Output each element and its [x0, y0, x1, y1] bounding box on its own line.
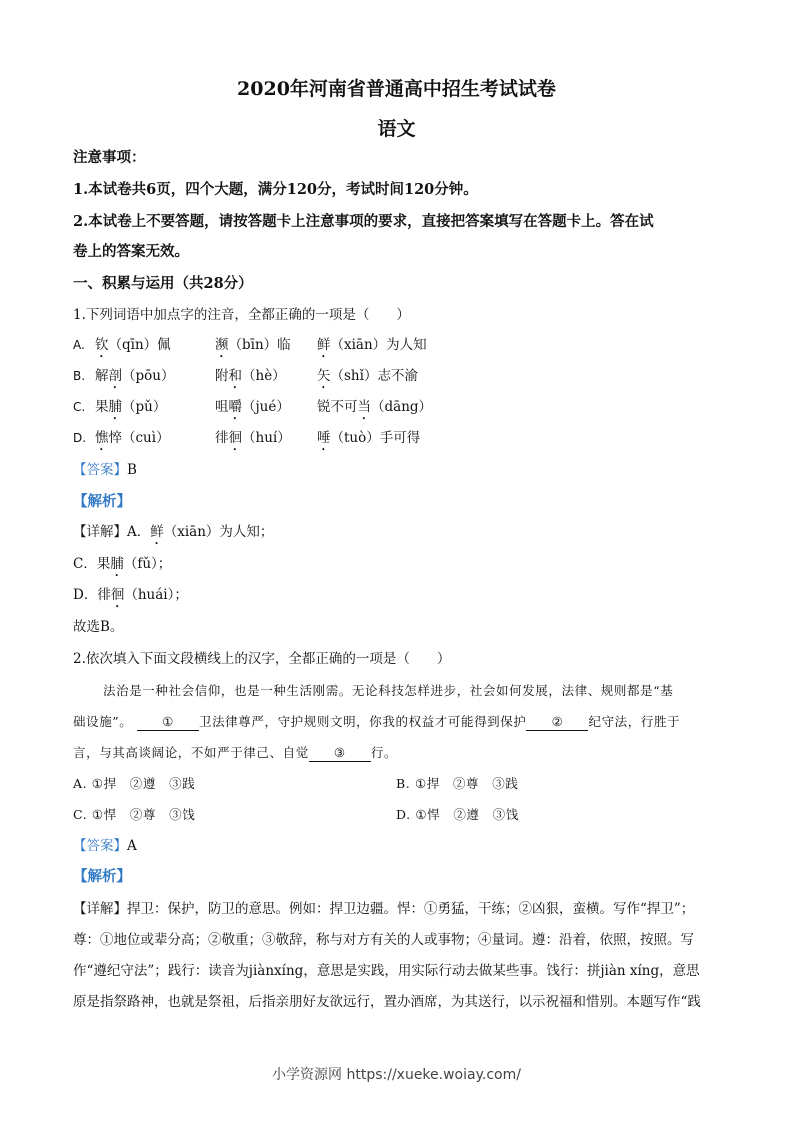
detail-text: C．果: [73, 556, 111, 572]
option-label: A.: [73, 776, 88, 791]
option-d: [396, 805, 519, 825]
option-a: [73, 335, 427, 355]
blank-2: ②: [526, 714, 588, 731]
option-text: （bīn）临: [228, 337, 291, 353]
page-title: 2020年河南省普通高中招生考试试卷: [237, 78, 556, 100]
passage-text: 行。: [370, 745, 398, 760]
detail-text: （huái）；: [124, 587, 188, 603]
option-label: D.: [396, 807, 411, 822]
option-label: D.: [73, 431, 87, 445]
option-item: [215, 335, 291, 361]
option-text: 附: [215, 368, 229, 384]
dotted-char: 徊: [228, 430, 242, 446]
passage-text: 言，与其高谈阔论，不如严于律己、自觉: [73, 745, 309, 760]
answer-label: 【答案】: [73, 462, 127, 478]
dotted-char: 濒: [215, 337, 229, 353]
detail-line: [73, 554, 171, 580]
option-text: 悴（cuì）: [108, 430, 170, 446]
dotted-char: 鲜: [317, 337, 331, 353]
passage-line: 法治是一种社会信仰，也是一种生活刚需。无论科技怎样进步，社会如何发展，法律、规则都是“基: [103, 683, 674, 698]
detail-text: （fǔ）；: [123, 556, 172, 572]
option-a: [73, 774, 195, 794]
option-item: [95, 335, 171, 361]
option-text: 锐不可: [317, 399, 358, 415]
blank-3: ③: [309, 745, 371, 762]
passage-line: [73, 743, 397, 763]
passage-text: 卫法律尊严，守护规则文明，你我的权益才可能得到保护: [198, 714, 527, 729]
detail-line: 【详解】捍卫：保护，防卫的意思。例如：捍卫边疆。悍：①勇猛，干练；②凶狠，蛮横。写作“捍卫”；: [73, 901, 695, 917]
option-text: （qīn）佩: [108, 337, 171, 353]
answer-2: [73, 836, 137, 856]
option-b: [396, 774, 518, 794]
dotted-char: 脯: [108, 399, 122, 415]
option-item: [95, 397, 166, 423]
dotted-char: 剖: [108, 368, 122, 384]
detail-text: （xiān）为人知；: [163, 524, 274, 540]
detail-text: D．徘: [73, 587, 111, 603]
option-text: （hè）: [242, 368, 286, 384]
dotted-char: 憔: [95, 430, 109, 446]
notice-heading: 注意事项：: [73, 149, 146, 166]
option-item: [215, 397, 290, 423]
option-d: [73, 428, 421, 448]
notice-item: 卷上的答案无效。: [73, 243, 189, 260]
answer-value: A: [127, 838, 137, 854]
option-item: [95, 428, 170, 454]
option-label: B.: [73, 369, 86, 383]
answer-value: B: [127, 462, 137, 478]
dotted-char: 矢: [317, 368, 331, 384]
notice-item: 2.本试卷上不要答题，请按答题卡上注意事项的要求，直接把答案填写在答题卡上。答在试: [73, 213, 654, 230]
answer-1: [73, 460, 137, 480]
answer-label: 【答案】: [73, 838, 127, 854]
footer-watermark: 小学资源网 https://xueke.woiay.com/: [272, 1067, 521, 1083]
option-text: ①捍 ②遵 ③践: [91, 776, 196, 791]
dotted-char: 唾: [317, 430, 331, 446]
option-item: [317, 397, 432, 423]
passage-text: 纪守法，行胜于: [588, 714, 681, 729]
detail-line: 尊：①地位或辈分高；②敬重；③敬辞，称与对方有关的人或事物；④量词。遵：沿着，依照，按照。写: [73, 932, 694, 948]
dotted-char: 鲜: [150, 524, 164, 540]
option-text: 徘: [215, 430, 229, 446]
dotted-char: 徊: [110, 587, 125, 603]
option-item: [215, 428, 291, 454]
option-label: C.: [73, 400, 86, 414]
option-text: 解: [95, 368, 109, 384]
question-2-stem: 2.依次填入下面文段横线上的汉字，全都正确的一项是（ ）: [73, 651, 451, 667]
option-b: [73, 366, 418, 386]
option-text: ①悍 ②尊 ③饯: [91, 807, 196, 822]
blank-1: ①: [137, 714, 199, 731]
analysis-label: 【解析】: [73, 493, 131, 510]
detail-line: 原是指祭路神，也就是祭祖，后指亲朋好友欲远行，置办酒席，为其送行，以示祝福和惜别。本题写作“践: [73, 994, 701, 1010]
option-text: 果: [95, 399, 109, 415]
option-text: （pǔ）: [122, 399, 167, 415]
notice-item: 1.本试卷共6页，四个大题，满分120分，考试时间120分钟。: [73, 181, 478, 198]
detail-line: 作“遵纪守法”；践行：读音为jiànxíng，意思是实践，用实际行动去做某些事。饯行：拼jiàn xíng，意思: [73, 963, 700, 979]
option-item: [317, 335, 427, 361]
option-label: A.: [73, 338, 85, 352]
passage-text: 础设施”。: [73, 714, 133, 729]
option-text: （shǐ）志不渝: [330, 368, 418, 384]
detail-text: 【详解】A．: [73, 524, 151, 540]
option-text: （jué）: [242, 399, 290, 415]
option-text: ①悍 ②遵 ③饯: [415, 807, 519, 822]
dotted-char: 脯: [110, 556, 124, 572]
option-label: C.: [73, 807, 88, 822]
option-item: [215, 366, 286, 392]
option-text: ①捍 ②尊 ③践: [414, 776, 519, 791]
option-text: （pōu）: [122, 368, 175, 384]
dotted-char: 嚼: [228, 399, 242, 415]
analysis-label: 【解析】: [73, 868, 131, 885]
question-1-stem: 1.下列词语中加点字的注音，全都正确的一项是（ ）: [73, 307, 410, 323]
option-item: [317, 366, 418, 392]
option-text: （huí）: [242, 430, 291, 446]
option-c: [73, 805, 195, 825]
dotted-char: 当: [357, 399, 371, 415]
option-item: [317, 428, 420, 454]
passage-line: [73, 712, 680, 732]
subject-title: 语文: [377, 118, 416, 140]
option-text: （xiān）为人知: [330, 337, 427, 353]
option-text: （tuò）手可得: [330, 430, 421, 446]
dotted-char: 和: [228, 368, 242, 384]
option-label: B.: [396, 776, 411, 791]
conclusion: 故选B。: [73, 619, 124, 635]
detail-line: [73, 522, 273, 548]
section-heading: 一、积累与运用（共28分）: [73, 275, 253, 292]
option-text: 咀: [215, 399, 229, 415]
detail-line: [73, 585, 188, 611]
option-c: [73, 397, 433, 417]
dotted-char: 钦: [95, 337, 109, 353]
option-item: [95, 366, 174, 392]
option-text: （dāng）: [371, 399, 433, 415]
